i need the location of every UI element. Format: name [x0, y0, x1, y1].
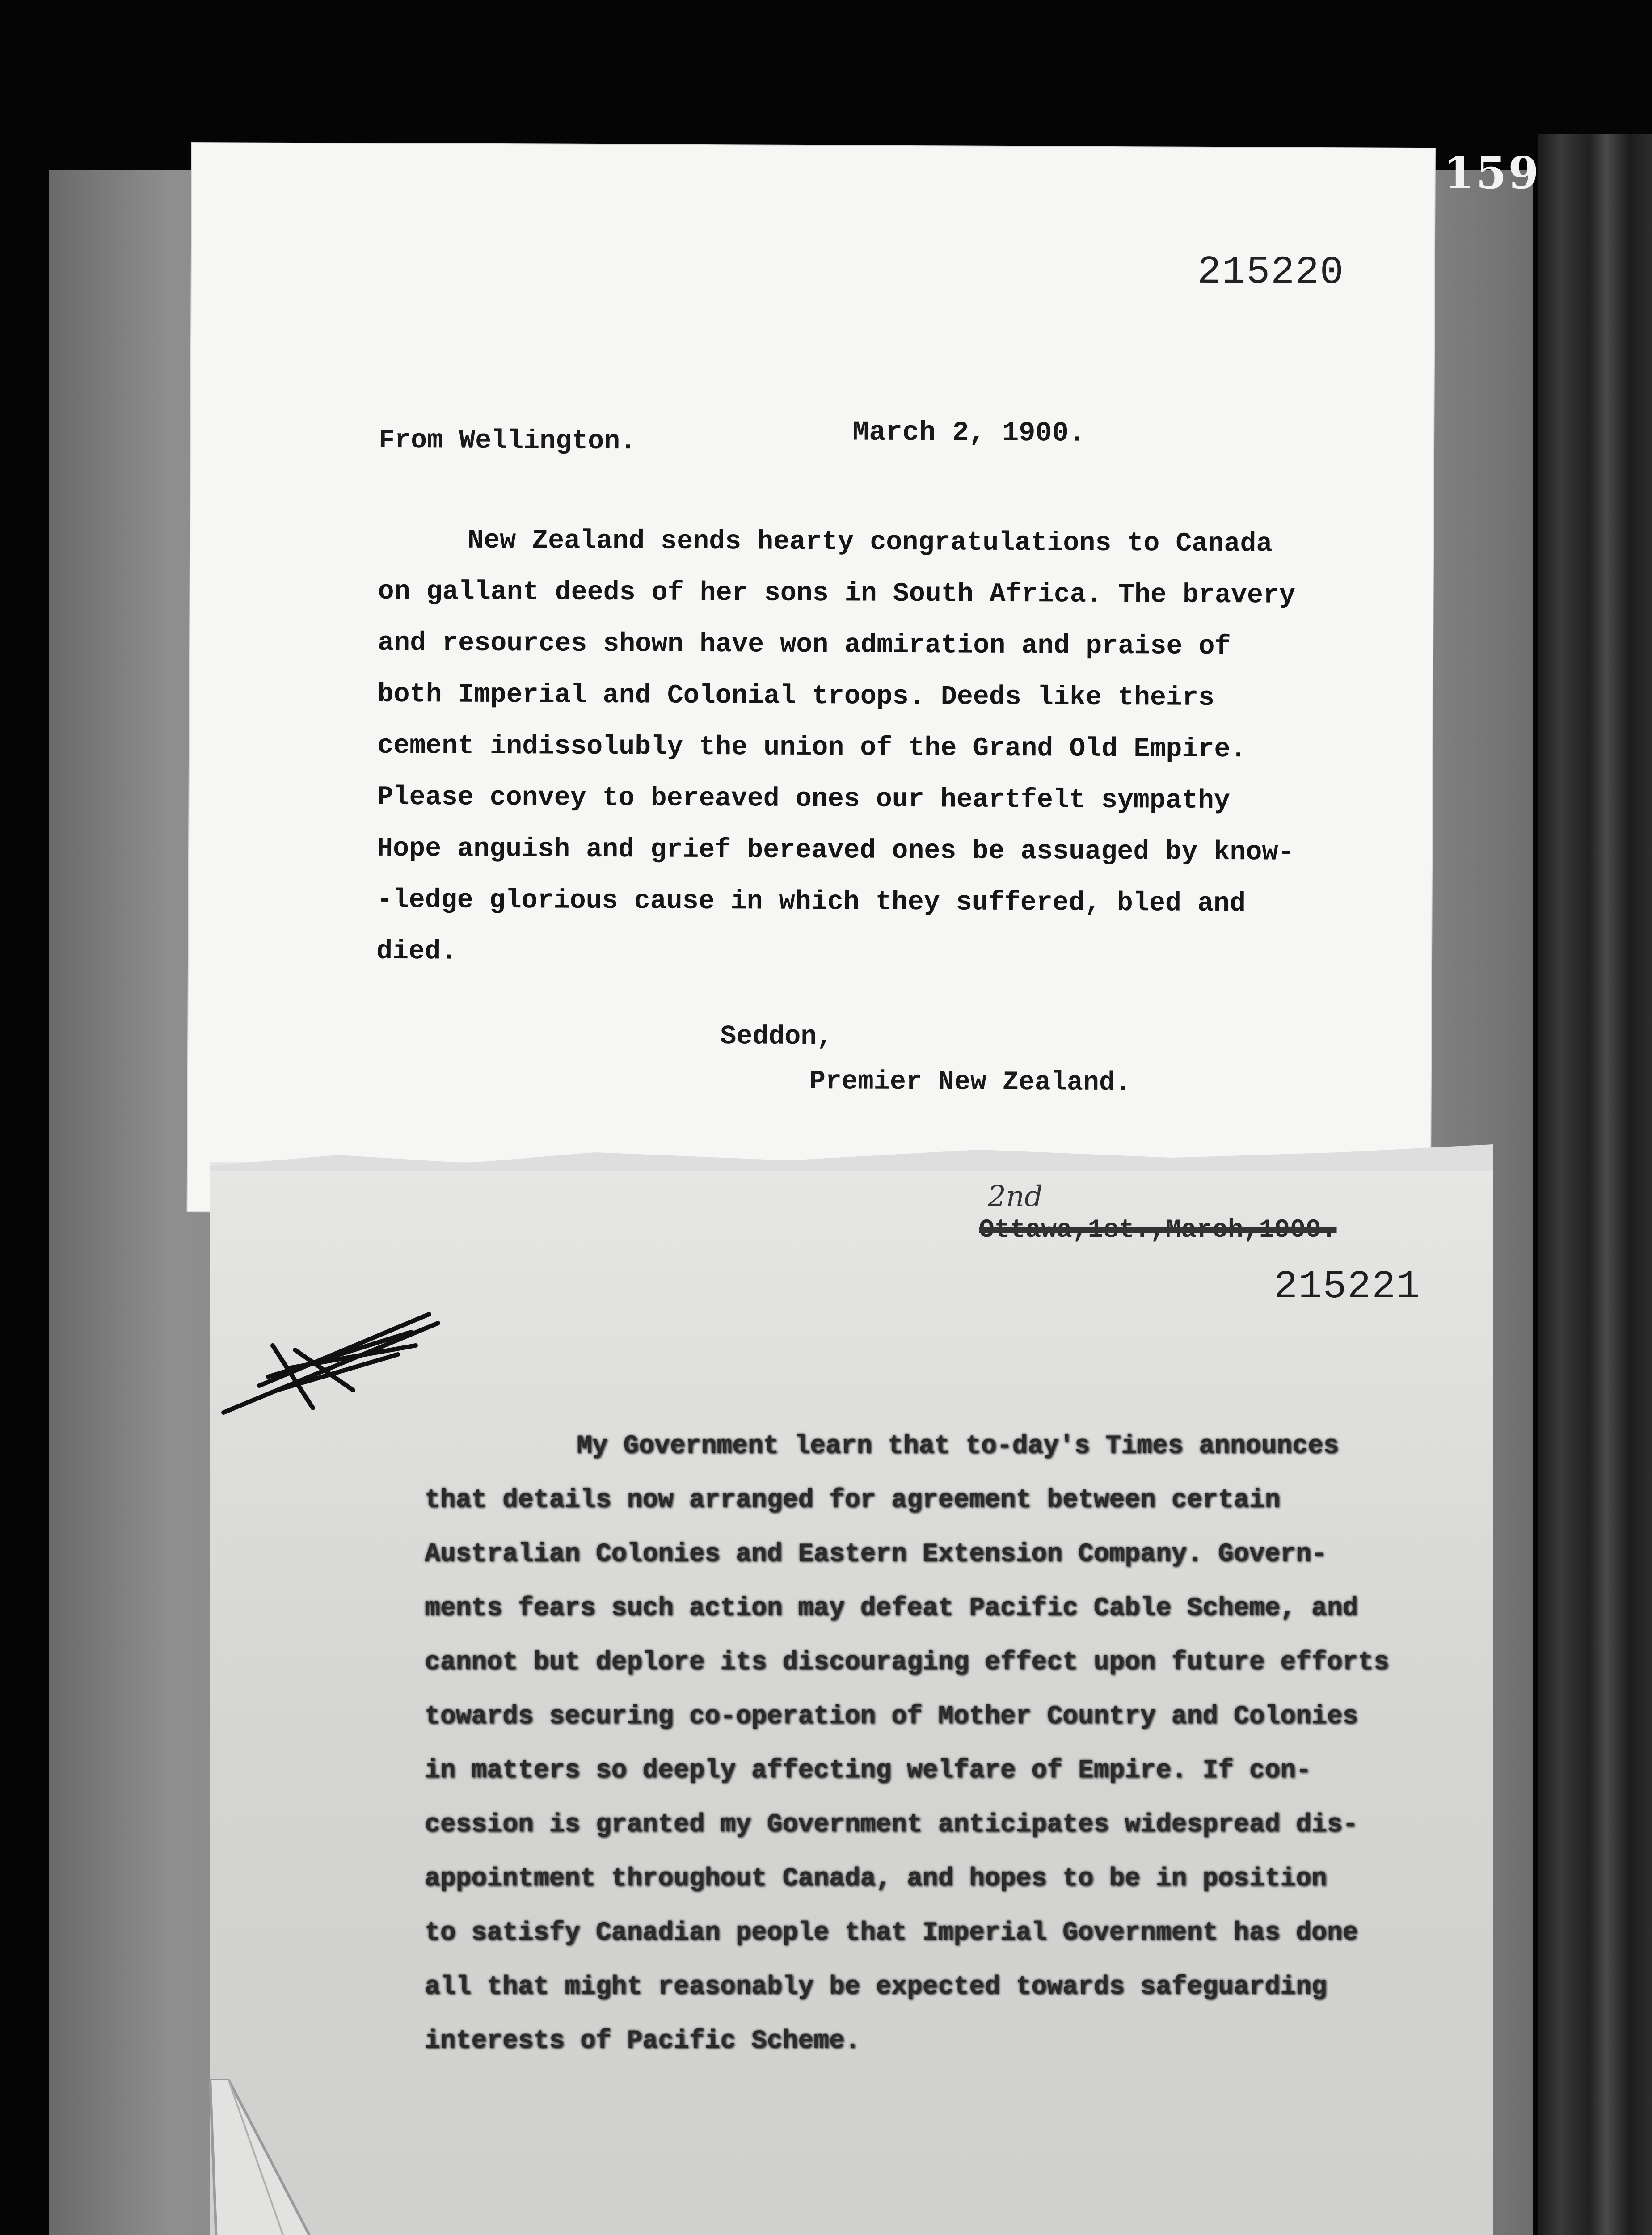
body-line: appointment throughout Canada, and hopes to be in position [425, 1864, 1327, 1893]
signer-title: Premier New Zealand. [809, 1067, 1132, 1099]
ledger-binding [1538, 134, 1652, 2235]
date-line: March 2, 1900. [852, 416, 1086, 449]
struck-dateline: Ottawa,1st.,March,1900. [979, 1216, 1337, 1245]
body-line: New Zealand sends hearty congratulations to Canada [467, 525, 1273, 560]
body-line: cement indissolubly the union of the Grand Old Empire. [377, 730, 1247, 765]
telegram-sheet-ottawa [210, 1162, 1493, 2235]
body-line: cession is granted my Government anticipates widespread dis- [425, 1810, 1358, 1839]
body-line: Hope anguish and grief bereaved ones be assuaged by know- [376, 833, 1294, 868]
body-line: ments fears such action may defeat Pacific Cable Scheme, and [425, 1594, 1358, 1623]
body-line: Please convey to bereaved ones our heartfelt sympathy [377, 782, 1231, 817]
message-body [425, 1419, 1453, 2068]
body-line: on gallant deeds of her sons in South Africa. The bravery [378, 576, 1296, 611]
folio-number: 159 [1444, 148, 1541, 199]
body-line: interests of Pacific Scheme. [425, 2027, 860, 2056]
telegram-sheet-wellington [188, 143, 1435, 1217]
message-body [376, 515, 1496, 983]
body-line: died. [376, 936, 457, 967]
body-line: towards securing co-operation of Mother Country and Colonies [425, 1702, 1358, 1731]
origin-line: From Wellington. [378, 425, 636, 457]
body-line: that details now arranged for agreement between certain [425, 1486, 1281, 1515]
document-number: 215221 [1274, 1265, 1421, 1309]
body-line: all that might reasonably be expected towards safeguarding [425, 1973, 1327, 2002]
folded-corner [201, 2079, 344, 2235]
body-line: My Government learn that to-day's Times announces [577, 1432, 1339, 1461]
body-line: cannot but deplore its discouraging effect upon future efforts [425, 1648, 1389, 1677]
body-line: -ledge glorious cause in which they suffered, bled and [376, 885, 1246, 919]
signer-name: Seddon, [720, 1021, 833, 1053]
pen-scribble-mark [206, 1296, 456, 1421]
body-line: both Imperial and Colonial troops. Deeds like theirs [377, 679, 1215, 713]
body-line: in matters so deeply affecting welfare of Empire. If con- [425, 1756, 1311, 1785]
document-number: 215220 [1197, 250, 1344, 295]
body-line: and resources shown have won admiration and praise of [377, 628, 1231, 662]
handwritten-annotation: 2nd [988, 1180, 1043, 1213]
body-line: Australian Colonies and Eastern Extension Company. Govern- [425, 1540, 1327, 1569]
body-line: to satisfy Canadian people that Imperial Government has done [425, 1919, 1358, 1948]
